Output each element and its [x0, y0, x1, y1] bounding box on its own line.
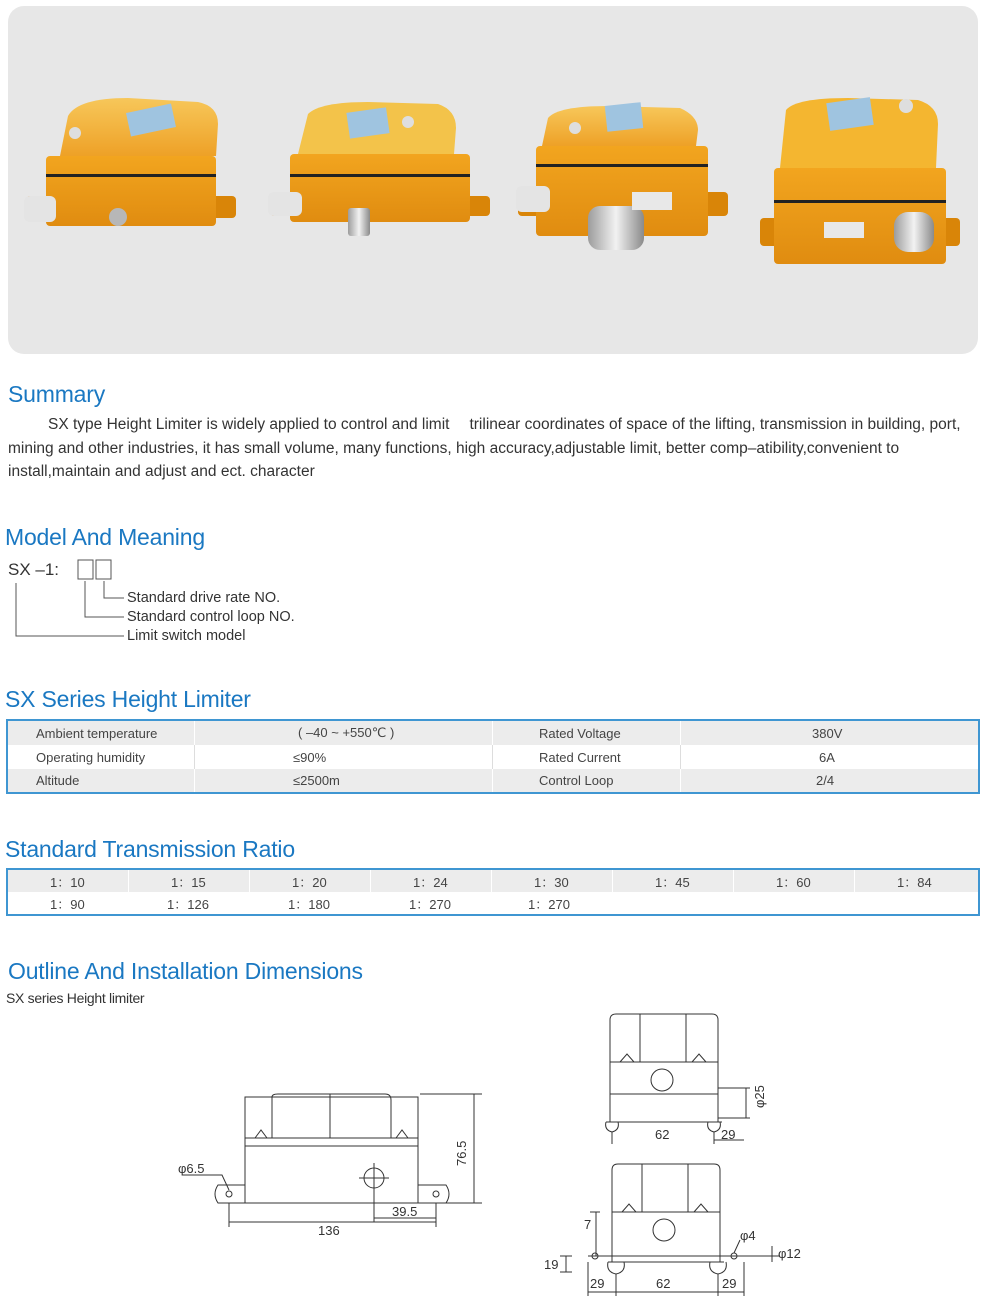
- ratio-cell: 1：90: [50, 896, 85, 912]
- spec-value: ≤90%: [195, 745, 493, 769]
- model-label-drive-rate: Standard drive rate NO.: [127, 590, 281, 606]
- model-label-switch-model: Limit switch model: [127, 628, 246, 644]
- model-heading: Model And Meaning: [5, 524, 205, 550]
- ratio-heading: Standard Transmission Ratio: [5, 836, 295, 862]
- ratio-cell: [613, 892, 734, 914]
- product-photo-banner: [8, 6, 978, 354]
- side-view-drawing: [606, 1014, 750, 1144]
- ratio-cell: 1：126: [167, 896, 209, 912]
- spec-param: Rated Current: [493, 745, 681, 769]
- spec-param: Rated Voltage: [493, 721, 681, 745]
- ratio-row: [8, 892, 978, 914]
- ratio-cell: 1：24: [371, 870, 492, 892]
- model-code: SX –1:: [8, 560, 60, 579]
- model-label-control-loop: Standard control loop NO.: [127, 609, 295, 625]
- spec-value: 2/4: [816, 773, 835, 788]
- series-heading: SX Series Height Limiter: [5, 686, 251, 712]
- ratio-cell: 1：60: [734, 870, 855, 892]
- spec-row: [8, 769, 978, 792]
- dim-shaft-diameter: φ25: [752, 1085, 767, 1108]
- ratio-cell: 1：45: [613, 870, 734, 892]
- dim-right-2: 29: [722, 1276, 737, 1291]
- ratio-cell: 1：15: [129, 870, 250, 892]
- dimension-drawings: [0, 1005, 1000, 1311]
- spec-value: ≤2500m: [195, 769, 493, 792]
- dim-base-height: 19: [544, 1257, 559, 1272]
- dim-shaft-diameter-2: φ12: [778, 1246, 801, 1261]
- spec-value: 380V: [812, 725, 843, 741]
- dim-length: 136: [318, 1223, 340, 1238]
- dim-edge-1: 29: [721, 1127, 736, 1142]
- dim-hole-diameter-2: φ4: [740, 1228, 756, 1243]
- series-spec-table: [6, 719, 980, 794]
- summary-text-part1: SX type Height Limiter is widely applied to control and limit: [48, 416, 450, 433]
- summary-heading: Summary: [8, 381, 106, 407]
- product-photos: [8, 6, 978, 354]
- dim-left-2: 29: [590, 1276, 605, 1291]
- summary-text-part2: trilinear coordinates of space of the lifting, transmission in building, port, mining and other industries, it has small volume, many functions, high accuracy,adjustable limit, better comp–atibility,convenient to install,maintain and adjust and ect. character: [8, 416, 961, 480]
- ratio-row: [8, 870, 978, 892]
- dim-offset: 39.5: [392, 1204, 418, 1219]
- spec-param: Control Loop: [493, 769, 681, 792]
- dim-width-1: 62: [655, 1127, 670, 1142]
- ratio-cell: 1：270: [409, 896, 451, 912]
- spec-value: 6A: [819, 749, 835, 765]
- spec-row: [8, 745, 978, 769]
- outline-heading: Outline And Installation Dimensions: [8, 958, 363, 984]
- ratio-cell: 1：270: [528, 896, 570, 912]
- ratio-table: [6, 868, 980, 916]
- limiter-unit-1: [24, 98, 236, 226]
- outline-subtitle: SX series Height limiter: [6, 990, 145, 1006]
- dim-hole-diameter: φ6.5: [178, 1161, 205, 1176]
- ratio-cell: 1：84: [897, 874, 932, 890]
- limiter-unit-2: [268, 102, 490, 236]
- ratio-cell: [855, 892, 978, 914]
- spec-param: Operating humidity: [8, 745, 195, 769]
- ratio-cell: 1：10: [8, 870, 129, 892]
- front-view-drawing: [182, 1094, 482, 1227]
- limiter-unit-4: [760, 97, 960, 264]
- dim-top-offset: 7: [584, 1217, 592, 1232]
- summary-text: [8, 413, 983, 484]
- spec-param: Altitude: [8, 769, 195, 792]
- ratio-cell: 1：20: [250, 870, 371, 892]
- limiter-unit-3: [516, 102, 728, 250]
- spec-row: [8, 721, 978, 745]
- dim-height: 76.5: [454, 1140, 469, 1166]
- spec-param: Ambient temperature: [8, 721, 195, 745]
- ratio-cell: 1：30: [492, 870, 613, 892]
- ratio-cell: 1：180: [288, 896, 330, 912]
- ratio-cell: [734, 892, 855, 914]
- dim-width-2: 62: [656, 1276, 671, 1291]
- spec-value: ( –40 ~ +550℃ ): [195, 721, 493, 745]
